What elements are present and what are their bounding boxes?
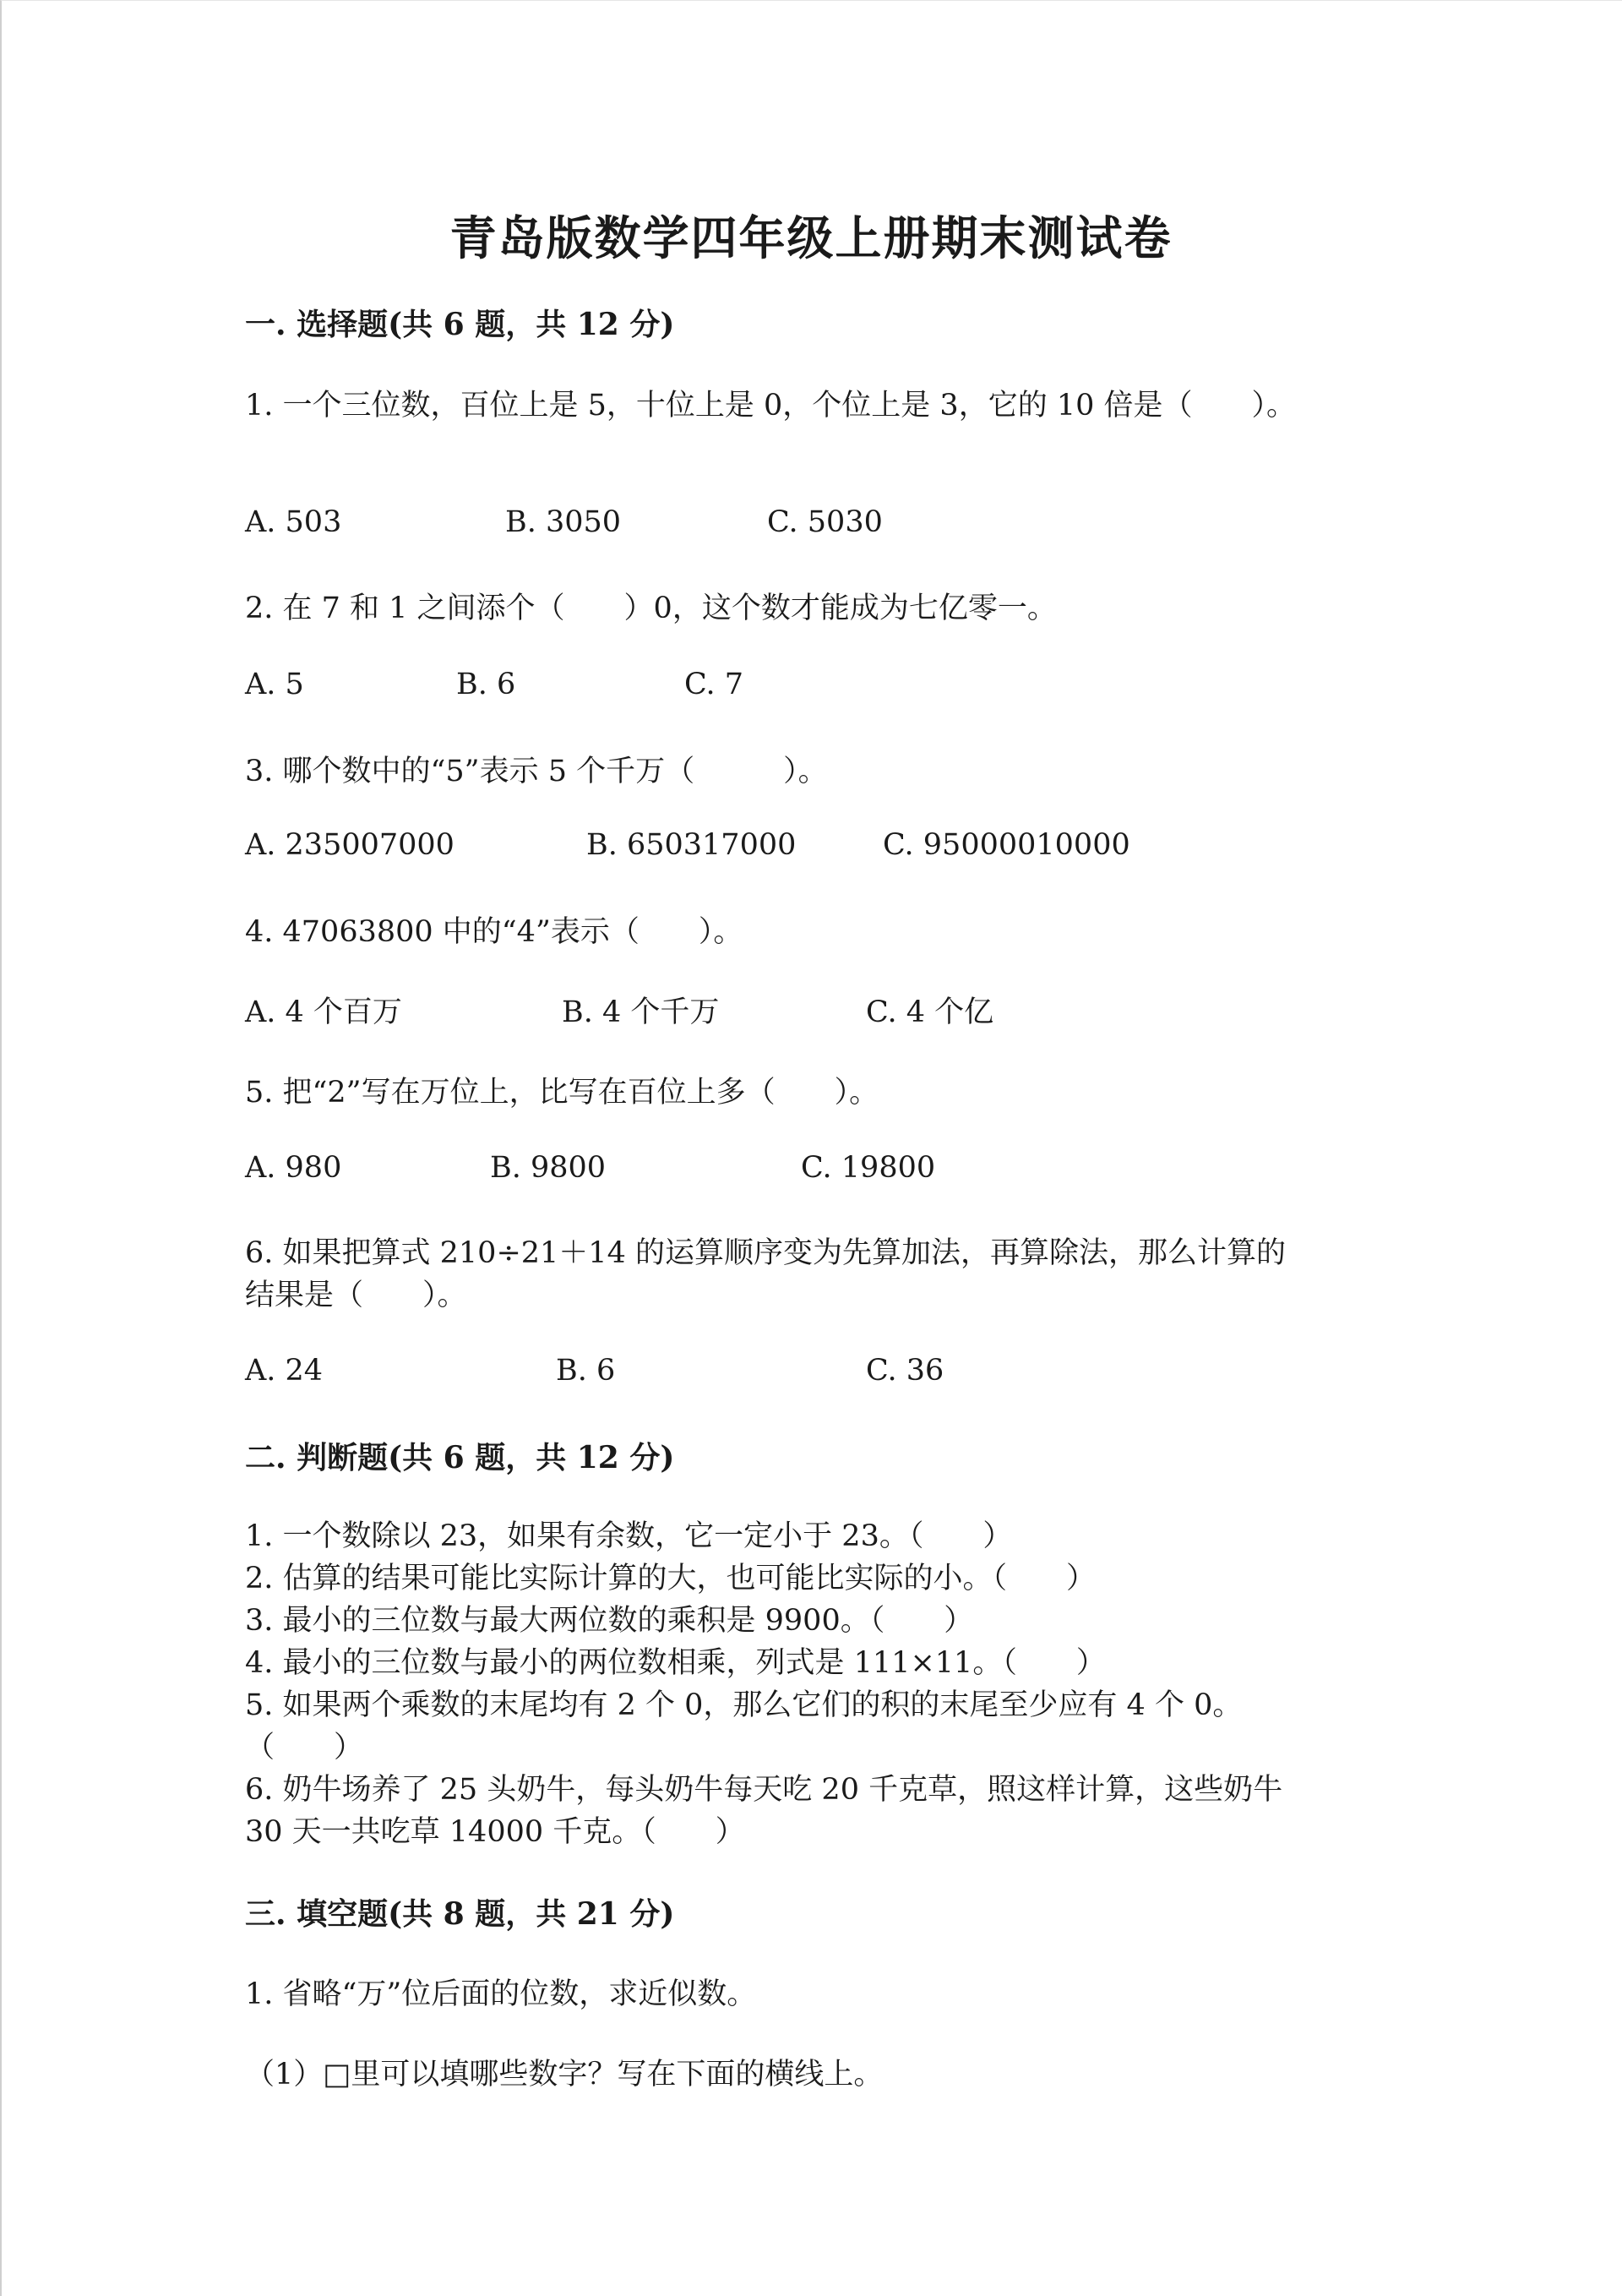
option-b[interactable]: B. 3050 xyxy=(505,505,622,539)
option-a[interactable]: A. 4 个百万 xyxy=(245,995,402,1029)
page-title: 青岛版数学四年级上册期末测试卷 xyxy=(449,210,1173,265)
question-text: 6. 如果把算式 210÷21＋14 的运算顺序变为先算加法，再算除法，那么计算的 xyxy=(245,1236,1286,1270)
question-text: 5. 把“2”写在万位上，比写在百位上多（ ）。 xyxy=(245,1076,879,1110)
judgement-item-continued: （ ） xyxy=(245,1731,364,1764)
option-a[interactable]: A. 24 xyxy=(245,1354,324,1388)
question-text: 3. 哪个数中的“5”表示 5 个千万（ ）。 xyxy=(245,755,828,788)
option-a[interactable]: A. 5 xyxy=(245,668,304,701)
judgement-item: 6. 奶牛场养了 25 头奶牛，每头奶牛每天吃 20 千克草，照这样计算，这些奶牛 xyxy=(245,1773,1283,1807)
option-a[interactable]: A. 980 xyxy=(245,1151,342,1185)
option-b[interactable]: B. 650317000 xyxy=(586,828,797,862)
fill-blank-subquestion: （1）□里可以填哪些数字？写在下面的横线上。 xyxy=(245,2058,884,2091)
section-heading-choice: 一. 选择题(共 6 题，共 12 分) xyxy=(245,307,675,342)
judgement-item: 3. 最小的三位数与最大两位数的乘积是 9900。（ ） xyxy=(245,1604,974,1638)
judgement-item: 5. 如果两个乘数的末尾均有 2 个 0，那么它们的积的末尾至少应有 4 个 0。 xyxy=(245,1688,1243,1722)
option-a[interactable]: A. 235007000 xyxy=(245,828,454,862)
option-c[interactable]: C. 5030 xyxy=(767,505,883,539)
option-c[interactable]: C. 19800 xyxy=(801,1151,936,1185)
option-b[interactable]: B. 4 个千万 xyxy=(562,995,720,1029)
section-heading-judgement: 二. 判断题(共 6 题，共 12 分) xyxy=(245,1440,675,1475)
judgement-item: 2. 估算的结果可能比实际计算的大，也可能比实际的小。（ ） xyxy=(245,1562,1097,1595)
option-b[interactable]: B. 6 xyxy=(456,668,516,701)
question-text-continued: 结果是（ ）。 xyxy=(245,1279,467,1312)
option-c[interactable]: C. 7 xyxy=(684,668,744,701)
section-heading-fill-blank: 三. 填空题(共 8 题，共 21 分) xyxy=(245,1896,675,1932)
judgement-item: 4. 最小的三位数与最小的两位数相乘，列式是 111×11。（ ） xyxy=(245,1646,1106,1680)
option-c[interactable]: C. 36 xyxy=(866,1354,944,1388)
fill-blank-question: 1. 省略“万”位后面的位数，求近似数。 xyxy=(245,1977,757,2011)
option-c[interactable]: C. 4 个亿 xyxy=(866,995,994,1029)
option-c[interactable]: C. 95000010000 xyxy=(883,828,1130,862)
option-b[interactable]: B. 9800 xyxy=(490,1151,607,1185)
question-text: 4. 47063800 中的“4”表示（ ）。 xyxy=(245,915,743,949)
option-a[interactable]: A. 503 xyxy=(245,505,342,539)
question-text: 2. 在 7 和 1 之间添个（ ）0，这个数才能成为七亿零一。 xyxy=(245,592,1057,625)
judgement-item: 1. 一个数除以 23，如果有余数，它一定小于 23。（ ） xyxy=(245,1519,1013,1553)
question-text: 1. 一个三位数，百位上是 5，十位上是 0，个位上是 3，它的 10 倍是（ ）。 xyxy=(245,389,1296,423)
option-b[interactable]: B. 6 xyxy=(556,1354,616,1388)
judgement-item-continued: 30 天一共吃草 14000 千克。（ ） xyxy=(245,1815,745,1849)
